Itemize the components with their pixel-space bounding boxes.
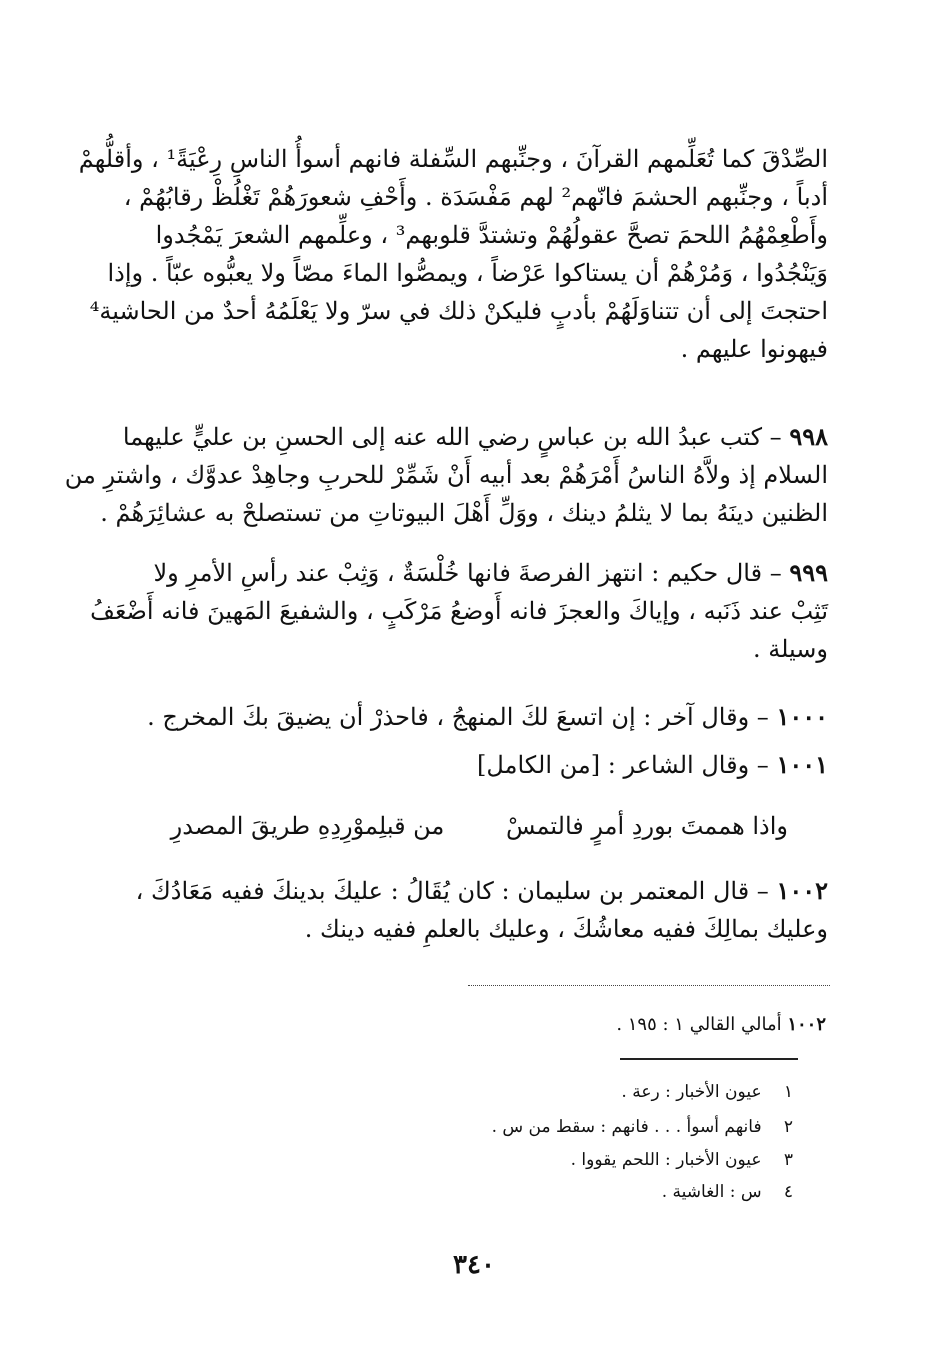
- poem-hemistich-2: من قبلِموْرِدِهِ طريقَ المصدرِ: [170, 812, 445, 840]
- footnote-4: [662, 1182, 793, 1202]
- footnote-index: ١: [783, 1082, 793, 1102]
- page-number: ٣٤٠: [453, 1250, 495, 1280]
- footnote-index: ٣: [783, 1150, 793, 1170]
- text-line: أدباً ، وجنِّبهم الحشمَ فانّهم² لهم مَفْسَدَة . وأَحْفِ شعورَهُمْ تَغْلُظْ رقابُهُمْ ،: [123, 183, 828, 211]
- text-line: – وقال الشاعر : [من الكامل]: [477, 751, 769, 779]
- entry-number: ٩٩٨: [789, 422, 828, 451]
- entry-number: ١٠٠١: [776, 750, 828, 779]
- text-line: – قال المعتمر بن سليمان : كان يُقَالُ : عليكَ بدينكَ ففيه مَعَادُكَ ،: [135, 877, 769, 905]
- footnote-2: [492, 1117, 793, 1137]
- text-line: – وقال آخر : إن اتسعَ لكَ المنهجُ ، فاحذرْ أن يضيقَ بكَ المخرج .: [147, 703, 769, 731]
- entry-1001: [128, 746, 828, 784]
- text-line: وَيَنْجُدُوا ، وَمُرْهُمْ أن يستاكوا عَرْضاً ، ويمصُّوا الماءَ مصّاً ولا يعبُّوه عبّاً . وإذا: [107, 259, 828, 287]
- source-note-number: ١٠٠٢: [787, 1014, 826, 1035]
- entry-999: [90, 554, 828, 668]
- footnote-3: [571, 1150, 793, 1170]
- poem-hemistich-1: واذا هممتَ بوردِ أمرٍ فالتمسْ: [505, 812, 788, 840]
- entry-number: ١٠٠٠: [776, 702, 828, 731]
- footnote-separator: [620, 1058, 798, 1060]
- footnote-text: عيون الأخبار : رعة .: [621, 1082, 762, 1102]
- footnote-text: عيون الأخبار : اللحم يقووا .: [570, 1150, 762, 1170]
- footnote-text: س : الغاشية .: [661, 1182, 762, 1202]
- text-line: – قال حكيم : انتهز الفرصةَ فانها خُلْسَةٌ ، وَثِبْ عند رأسِ الأمرِ ولا: [153, 559, 782, 587]
- text-line: وأَطْعِمْهُمُ اللحمَ تصحَّ عقولُهُمْ وتشتدَّ قلوبهم³ ، وعلِّمهم الشعرَ يَمْجُدوا: [155, 221, 828, 249]
- entry-998: [64, 418, 828, 532]
- source-note-text: أمالي القالي ١ : ١٩٥ .: [616, 1014, 782, 1035]
- text-line: الظنين دينَهُ بما لا يثلمُ دينك ، ووَلِّ أَهْلَ البيوتاتِ من تستصلحْ به عشائِرَهُمْ .: [100, 499, 828, 527]
- entry-number: ٩٩٩: [789, 558, 828, 587]
- entry-1000: [128, 698, 828, 736]
- entry-number: ١٠٠٢: [776, 876, 828, 905]
- dotted-separator: [468, 985, 830, 986]
- source-note: [616, 1014, 826, 1035]
- text-line: فيهونوا عليهم .: [680, 335, 828, 363]
- text-line: – كتب عبدُ الله بن عباسٍ رضي الله عنه إلى الحسنِ بن عليٍّ عليهما: [122, 423, 782, 451]
- text-line: تَثِبْ عند ذَنَبه ، وإياكَ والعجزَ فانه أَوضعُ مَرْكَبٍ ، والشفيعَ المَهينَ فانه أَضْعَفُ: [90, 597, 828, 625]
- text-line: الصِّدْقَ كما تُعَلِّمهم القرآنَ ، وجنِّبهم السِّفلة فانهم أسوأُ الناسِ رِعْيَةً¹ ، وأقلُّهمْ: [78, 145, 828, 173]
- entry-1002: [128, 872, 828, 948]
- text-line: السلام إذ ولاَّهُ الناسُ أَمْرَهُمْ بعد أبيه أَنْ شَمِّرْ للحربِ وجاهِدْ عدوَّك ، واشترِ من: [64, 461, 828, 489]
- text-line: احتجتَ إلى أن تتناوَلَهُمْ بأدبٍ فليكنْ ذلك في سرّ ولا يَعْلَمُهُ أحدٌ من الحاشية⁴: [89, 297, 828, 325]
- footnote-1: [621, 1082, 793, 1102]
- footnote-index: ٢: [783, 1117, 793, 1137]
- paragraph-continuation: [78, 140, 828, 368]
- text-line: وسيلة .: [752, 635, 828, 663]
- footnote-text: فانهم أسوأ . . . فانهم : سقط من س .: [491, 1117, 762, 1137]
- poem-verse: [170, 812, 788, 840]
- text-line: وعليك بمالِكَ ففيه معاشُكَ ، وعليك بالعلمِ ففيه دينك .: [304, 915, 828, 943]
- footnote-index: ٤: [783, 1182, 793, 1202]
